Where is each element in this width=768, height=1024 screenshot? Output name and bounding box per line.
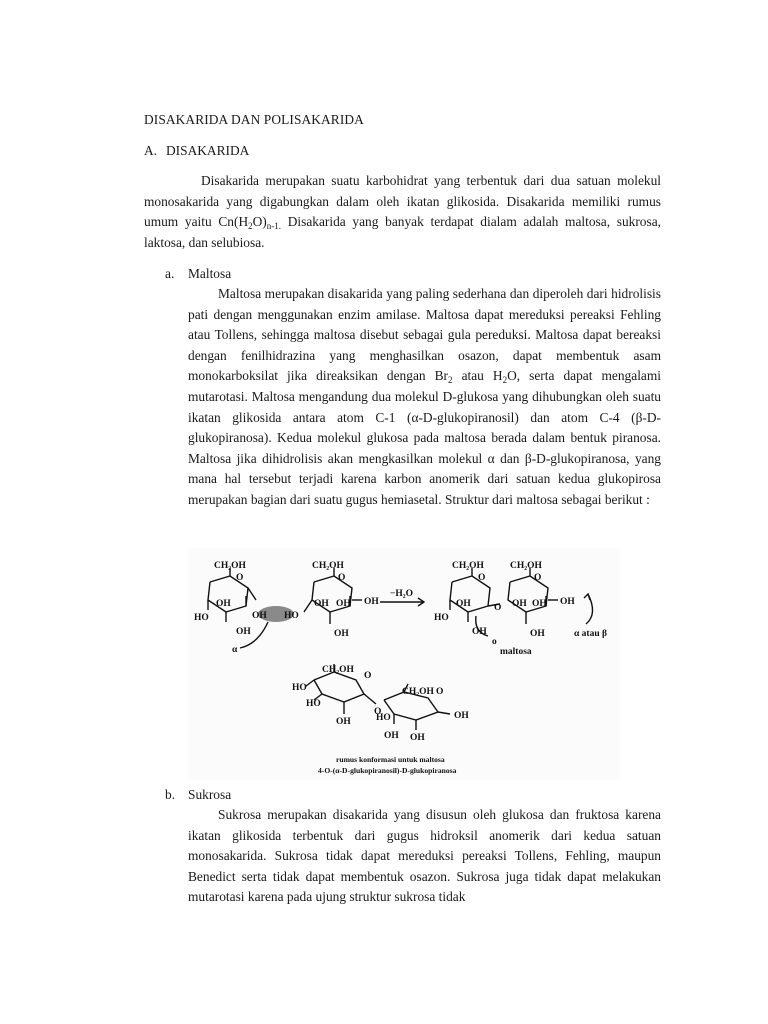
fig-label-ho-5: HO [306, 699, 321, 709]
fig-label-ho-4: HO [292, 683, 307, 693]
fig-label-oh-1: OH [216, 599, 231, 609]
document-title: DISAKARIDA DAN POLISAKARIDA [144, 112, 364, 127]
maltosa-heading: Maltosa [188, 266, 232, 281]
fig-label-ho-1: HO [194, 613, 209, 623]
fig-label-oh-highlight: OH [252, 611, 267, 621]
fig-label-oh-15: OH [384, 731, 399, 741]
fig-label-oh-2: OH [236, 627, 251, 637]
figure-caption-line1: rumus konformasi untuk maltosa [336, 755, 445, 764]
fig-label-oh-9: OH [512, 599, 527, 609]
fig-label-alpha: α [232, 645, 238, 655]
fig-label-oh-8: OH [472, 627, 487, 637]
fig-label-oh-3: OH [314, 599, 329, 609]
intro-text-1: Disakarida merupakan suatu karbohidrat yang terbentuk dari dua satuan molekul monosakarida yang digabungkan dalam oleh ikatan glikosida. Disakarida memiliki rumus umum yaitu Cn(H [144, 173, 661, 230]
sukrosa-heading: Sukrosa [188, 787, 232, 802]
fig-label-o-5: O [364, 671, 372, 681]
fig-label-ch2oh-1: CH₂OH [214, 561, 246, 571]
section-a-label: A. [144, 143, 158, 158]
maltosa-subscript-1: 2 [448, 375, 453, 386]
fig-label-oh-14: OH [454, 711, 469, 721]
fig-label-o-link-2: O [374, 707, 382, 717]
fig-label-maltosa: maltosa [500, 647, 532, 657]
maltosa-text-1: Maltosa merupakan disakarida yang paling sederhana dan diperoleh dari hidrolisis pati dengan menggunakan enzim amilase. Maltosa dapat mereduksi pereaksi Fehling atau Tollens, sehingga maltosa disebut sebagai gula pereduksi. Maltosa dapat bereaksi dengan fenilhidrazina yang menghasilkan osazon, dapat membentuk asam monokarboksilat jika direaksikan dengan Br [188, 286, 661, 384]
fig-label-ho-6: HO [376, 713, 391, 723]
maltosa-text-3: O, serta dapat mengalami mutarotasi. Maltosa mengandung dua molekul D-glukosa yang dihubungkan oleh suatu ikatan glikosida antara atom C-1 (α-D-glukopiranosil) dan atom C-4 (β-D-glukopiranosa). Kedua molekul glukosa pada maltosa berada dalam bentuk piranosa. Maltosa jika dihidrolisis akan mengkasilkan molekul α dan β-D-glukopiranosa, yang mana hal tersebut terjadi karena karbon anomerik dari satuan kedua glukopirosa merupakan bagian dari suatu gugus hemiasetal. Struktur dari maltosa sebagai berikut : [188, 368, 661, 507]
fig-label-ch2oh-4: CH₂OH [510, 561, 542, 571]
fig-label-oh-16: OH [410, 733, 425, 743]
maltose-structure-figure [188, 548, 620, 780]
maltosa-paragraph [188, 284, 661, 511]
fig-label-oh-10: OH [532, 599, 547, 609]
intro-text-2: O) [252, 214, 267, 230]
fig-label-oh-4: OH [336, 599, 351, 609]
fig-label-ho-2: HO [284, 611, 299, 621]
maltosa-subscript-2: 2 [502, 375, 508, 386]
list-marker-b: b. [165, 787, 176, 802]
maltosa-text-2: atau H [452, 368, 503, 384]
fig-label-ch2oh-6: CH₂OH [402, 687, 434, 697]
fig-label-o-3: O [478, 573, 486, 583]
fig-label-ch2oh-3: CH₂OH [452, 561, 484, 571]
fig-label-oh-11: OH [560, 597, 575, 607]
fig-label-oh-5: OH [364, 597, 379, 607]
sukrosa-paragraph: Sukrosa merupakan disakarida yang disusun oleh glukosa dan fruktosa karena ikatan glikosida terbentuk dari gugus hidroksil anomerik dari kedua satuan monosakarida. Sukrosa tidak dapat mereduksi pereaksi Tollens, Fehling, maupun Benedict serta tidak dapat membentuk osazon. Sukrosa juga tidak dapat melakukan mutarotasi karena pada ujung struktur sukrosa tidak [188, 807, 661, 905]
section-a-title: DISAKARIDA [166, 143, 250, 158]
fig-label-o-2: O [338, 573, 346, 583]
fig-label-oh-6: OH [334, 629, 349, 639]
fig-label-ch2oh-2: CH₂OH [312, 561, 344, 571]
maltose-structure-diagram [188, 548, 620, 780]
intro-text-3: Disakarida yang banyak terdapat dialam adalah maltosa, sukrosa, laktosa, dan selubiosa. [144, 214, 661, 250]
figure-caption-line2: 4-O-(α-D-glukopiranosil)-D-glukopiranosa [318, 766, 457, 775]
fig-label-water-loss: −H₂O [390, 589, 414, 599]
fig-label-zero: o [492, 637, 497, 647]
fig-label-ch2oh-5: CH₂OH [322, 665, 354, 675]
fig-label-o-link: O [494, 603, 502, 613]
fig-label-alpha-beta: α atau β [574, 629, 608, 639]
fig-label-o-4: O [534, 573, 542, 583]
intro-subscript-2: n-1. [266, 221, 282, 232]
fig-label-o-1: O [236, 573, 244, 583]
fig-label-oh-12: OH [530, 629, 545, 639]
intro-paragraph [144, 171, 661, 253]
list-marker-a: a. [165, 266, 175, 281]
section-a-heading [144, 141, 249, 162]
intro-subscript-1: 2 [248, 221, 253, 232]
fig-label-oh-13: OH [336, 717, 351, 727]
fig-label-o-6: O [436, 687, 444, 697]
fig-label-oh-7: OH [456, 599, 471, 609]
fig-label-ho-3: HO [434, 613, 449, 623]
